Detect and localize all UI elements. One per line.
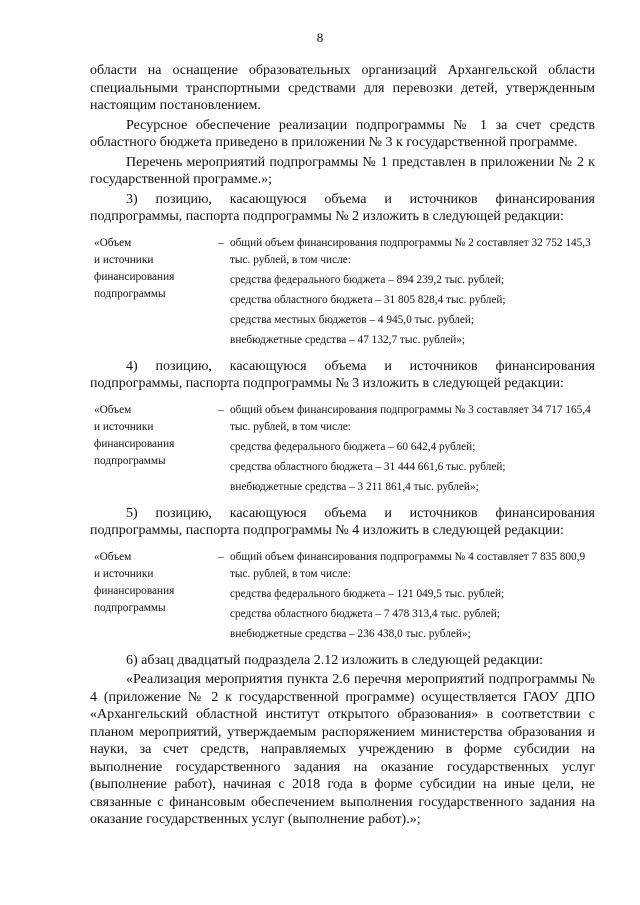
label-line: и источники — [94, 567, 154, 580]
funding-regional: средства областного бюджета – 31 805 828,4 тыс. рублей; — [230, 293, 506, 306]
label-line: и источники — [94, 253, 154, 266]
funding-label — [90, 402, 218, 496]
label-line: «Объем — [94, 236, 132, 249]
dash: – — [218, 403, 224, 416]
funding-table-subprogram-4 — [90, 549, 595, 643]
dash: – — [218, 550, 224, 563]
paragraph-activities-list: Перечень мероприятий подпрограммы № 1 представлен в приложении № 2 к государственной программе.»; — [90, 154, 595, 187]
paragraph-item-6: 6) абзац двадцатый подраздела 2.12 изложить в следующей редакции: — [126, 652, 543, 668]
paragraph-continuation: области на оснащение образовательных организаций Архангельской области специальными транспортными средствами для перевозки детей, утвержденным настоящим постановлением. — [90, 63, 595, 113]
label-line: подпрограммы — [94, 287, 166, 300]
funding-values — [230, 235, 595, 349]
paragraph-item-3: 3) позицию, касающуюся объема и источников финансирования подпрограммы, паспорта подпрограммы № 2 изложить в следующей редакции: — [90, 191, 595, 224]
funding-federal: средства федерального бюджета – 121 049,5 тыс. рублей; — [230, 587, 505, 600]
label-line: финансирования — [94, 270, 175, 283]
label-line: и источники — [94, 420, 154, 433]
funding-extrabudgetary: внебюджетные средства – 47 132,7 тыс. рублей»; — [230, 333, 466, 346]
funding-total: общий объем финансирования подпрограммы № 3 составляет 34 717 165,4 тыс. рублей, в том числе: — [230, 403, 591, 433]
label-line: финансирования — [94, 437, 175, 450]
funding-extrabudgetary: внебюджетные средства – 3 211 861,4 тыс. рублей»; — [230, 480, 479, 493]
paragraph-resource-support: Ресурсное обеспечение реализации подпрограммы № 1 за счет средств областного бюджета приведено в приложении № 3 к государственной программе. — [90, 117, 595, 150]
funding-federal: средства федерального бюджета – 894 239,2 тыс. рублей; — [230, 273, 505, 286]
label-line: финансирования — [94, 584, 175, 597]
label-line: подпрограммы — [94, 601, 166, 614]
funding-federal: средства федерального бюджета – 60 642,4 рублей; — [230, 440, 476, 453]
label-line: подпрограммы — [94, 454, 166, 467]
funding-total: общий объем финансирования подпрограммы № 2 составляет 32 752 145,3 тыс. рублей, в том числе: — [230, 236, 591, 266]
label-line: «Объем — [94, 403, 132, 416]
paragraph-item-4: 4) позицию, касающуюся объема и источников финансирования подпрограммы, паспорта подпрограммы № 3 изложить в следующей редакции: — [90, 358, 595, 391]
funding-extrabudgetary: внебюджетные средства – 236 438,0 тыс. рублей»; — [230, 627, 471, 640]
funding-values — [230, 549, 595, 643]
page-number: 8 — [316, 30, 324, 45]
funding-regional: средства областного бюджета – 31 444 661,6 тыс. рублей; — [230, 460, 506, 473]
label-line: «Объем — [94, 550, 132, 563]
funding-label — [90, 235, 218, 349]
funding-values — [230, 402, 595, 496]
funding-table-subprogram-3 — [90, 402, 595, 496]
funding-total: общий объем финансирования подпрограммы № 4 составляет 7 835 800,9 тыс. рублей, в том числе: — [230, 550, 586, 580]
funding-regional: средства областного бюджета – 7 478 313,4 тыс. рублей; — [230, 607, 500, 620]
paragraph-quoted-text: «Реализация мероприятия пункта 2.6 перечня мероприятий подпрограммы № 4 (приложение № 2 к государственной программе) осуществляется ГАОУ ДПО «Архангельский областной институт открытого образования» в соответствии с планом мероприятий, утверждаемым распоряжением министерства образования и науки, за счет средств, направляемых учреждению в форме субсидии на выполнение государственного задания на оказание государственных услуг (выполнение работ), начиная с 2018 года в форме субсидии на иные цели, не связанные с финансовым обеспечением выполнения государственного задания на оказание государственных услуг (выполнение работ).»; — [90, 672, 595, 827]
funding-table-subprogram-2 — [90, 235, 595, 349]
funding-local: средства местных бюджетов – 4 945,0 тыс. рублей; — [230, 313, 475, 326]
paragraph-item-5: 5) позицию, касающуюся объема и источников финансирования подпрограммы, паспорта подпрограммы № 4 изложить в следующей редакции: — [90, 505, 595, 538]
funding-label — [90, 549, 218, 643]
dash: – — [218, 236, 224, 249]
document-body — [90, 62, 595, 831]
